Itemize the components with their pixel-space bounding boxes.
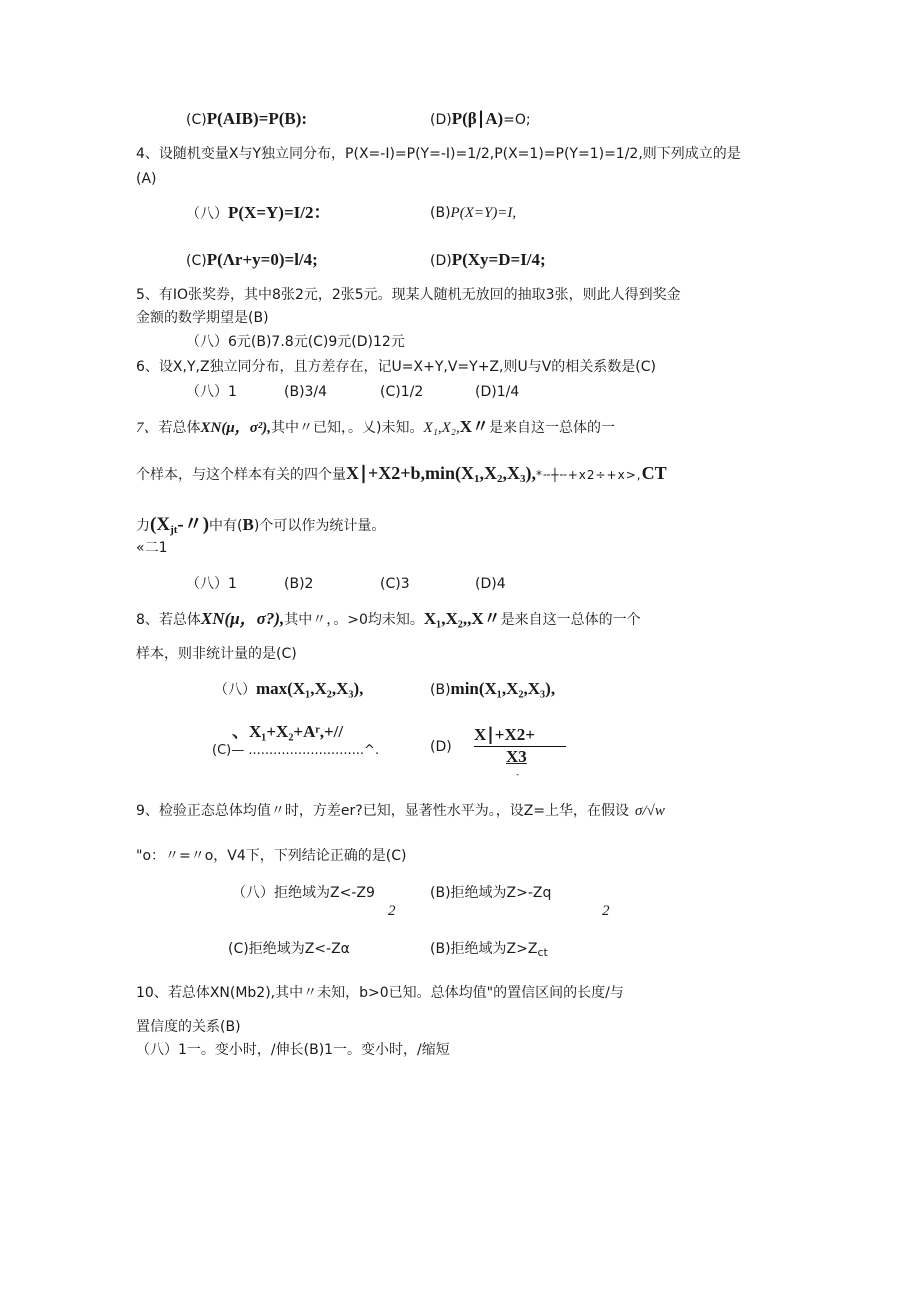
q7-ct: CT [641,463,667,483]
q7-stem-c: 是来自这一总体的一 [489,420,616,436]
q4-option-c-formula: P(Λr+y=0)=l/4; [206,250,318,269]
q8-option-b-label: (B) [430,682,451,698]
q8-option-a-formula: max(X₁,X₂,X₃), [256,679,364,698]
q4-option-a-formula: P(X=Y)=I/2： [228,203,331,222]
q8-option-c-numerator: 、X₁+X₂+Aʳ,+// [232,722,344,741]
q9-option-d-text: (B)拒绝域为Z>Z [430,941,538,957]
q4-option-b-formula: P(X=Y)=I, [450,205,517,221]
q10-options: （八）1一。变小时，/伸长(B)1一。变小时，/缩短 [136,1042,450,1058]
q7-number: 7、 [136,420,159,436]
q7-line3-c: 中有( [209,518,243,534]
q9-option-d [430,940,548,962]
q4-option-b [430,204,516,222]
q8-stem-a: 8、若总体 [136,612,201,628]
q5-stem-line1: 5、有IO张奖券，其中8张2元，2张5元。现某人随机无放回的抽取3张，则此人得到奖金 [136,287,681,303]
q10-stem-line2: 置信度的关系(B) [136,1019,241,1035]
q7-line3-a: 力 [136,518,150,534]
q9-option-a: （八）拒绝域为Z<-Z9 [232,885,375,901]
q8-sample: X₁,X₂,,X〃 [423,609,501,628]
q7-stem-line2 [136,464,667,488]
q8-option-b [430,680,555,699]
q3-option-d [430,110,531,129]
q9-option-c: (C)拒绝域为Z<-Zα [228,941,350,957]
q4-option-a-label: （八） [186,206,228,222]
q8-option-b-formula: min(X₁,X₂,X₃), [450,679,556,698]
q9-stem-line2: "o：〃=〃o，V4下，下列结论正确的是(C) [136,848,407,864]
q6-option-c: (C)1/2 [380,384,424,400]
q5-stem-line2: 金额的数学期望是(B) [136,310,269,326]
q4-option-d-label: (D) [430,253,452,269]
q4-stem: 4、设随机变量X与Y独立同分布，P(X=-I)=P(Y=-I)=1/2,P(X=1)=P(Y=1)=1/2,则下列成立的是 [136,146,741,162]
q6-stem: 6、设X,Y,Z独立同分布，且方差存在，记U=X+Y,V=Y+Z,则U与V的相关系数是(C) [136,359,656,375]
q8-option-c-top [232,723,343,742]
q7-line2-formula: $X∣+X2+b,\min(X_1,X_2,X_3)$, [346,463,537,485]
q8-option-d-denominator: X3 [506,747,527,766]
q8-option-d-label: (D) [430,739,452,755]
q6-option-d: (D)1/4 [475,384,520,400]
q3-option-d-formula: P(β∣A) [451,109,504,128]
q9-stem-text: 9、检验正态总体均值〃时，方差er?已知，显著性水平为。，设Z=上华，在假设 [136,803,630,819]
q7-answer: B [242,515,254,534]
q9-option-d-sub: ct [537,946,548,959]
q7-option-a: （八）1 [186,576,237,592]
q9-stem-tail: σ/√w [635,803,665,819]
q7-line2-text: 个样本，与这个样本有关的四个量 [136,467,346,483]
q7-line3-d: )个可以作为统计量。 [253,518,386,534]
q4-answer: (A) [136,171,157,187]
q4-option-d-formula: P(Xy=D=I/4; [451,250,546,269]
q7-stem-a: 若总体 [158,420,201,436]
q3-option-c-formula: P(AIB)=P(B): [206,109,308,128]
q10-stem-line1: 10、若总体XN(Mb2),其中〃未知，b>0已知。总体均值"的置信区间的长度/与 [136,985,624,1001]
q7-option-d: (D)4 [475,576,506,592]
q7-line4: «二1 [136,540,168,556]
q9-option-b: (B)拒绝域为Z>-Zq [430,885,552,901]
q7-stem-b: 其中〃已知，。乂)未知。 [271,420,424,436]
q8-stem-line1 [136,610,641,629]
q3-option-d-tail: =O; [503,112,531,128]
q8-option-d-mark: - [516,770,520,780]
q7-option-c: (C)3 [380,576,410,592]
q8-option-a [214,680,363,699]
q9-option-a-frac: 2 [388,903,396,919]
q8-distribution: XN(μ，σ?), [200,609,285,628]
q8-stem-line2: 样本，则非统计量的是(C) [136,646,297,662]
q7-xn: X〃 [459,417,490,436]
q4-option-d [430,251,546,270]
q8-stem-b: 其中〃，。>0均未知。 [284,612,424,628]
q4-option-c [186,251,318,270]
q7-sample: X₁,X₂, [423,420,460,436]
q4-option-a [186,204,330,223]
q8-option-a-label: （八） [214,682,256,698]
q7-distribution: XN(μ，σ²), [200,420,272,436]
q8-option-d-numerator: X∣+X2+ [474,725,535,744]
q3-option-d-label: (D) [430,112,452,128]
q9-stem-line1 [136,802,665,820]
q3-option-c [186,110,307,129]
q6-option-a: （八）1 [186,384,237,400]
q8-option-c-bottom: (C)— ............................^. [212,743,380,758]
q4-option-b-label: (B) [430,205,451,221]
q7-stem-line3 [136,516,385,539]
q6-option-b: (B)3/4 [284,384,328,400]
q8-stem-c: 是来自这一总体的一个 [500,612,641,628]
q7-garbled-formula: *╌┼╌+x2÷+x>, [536,468,642,482]
q5-options: （八）6元(B)7.8元(C)9元(D)12元 [186,334,405,350]
q4-option-c-label: (C) [186,253,207,269]
q7-option-b: (B)2 [284,576,314,592]
q7-line3-x: ($X_{jt}-$〃) [150,514,210,536]
q7-stem-line1 [136,418,615,437]
q3-option-c-label: (C) [186,112,207,128]
q9-option-b-frac: 2 [602,903,610,919]
